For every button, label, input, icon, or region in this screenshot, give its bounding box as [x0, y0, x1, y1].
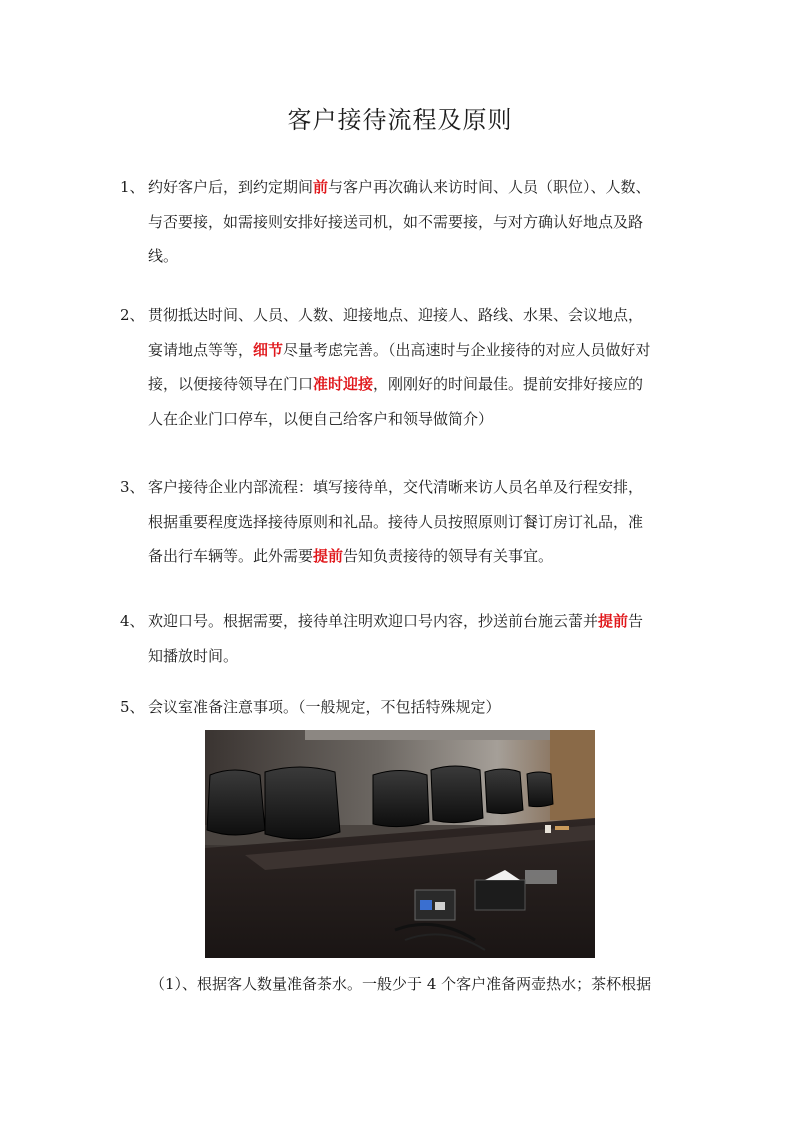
list-number: 4、	[120, 612, 145, 630]
note-line: （1）、根据客人数量准备茶水。一般少于 4 个客户准备两壶热水；茶杯根据	[150, 975, 652, 993]
text-segment: 会议室准备注意事项。（一般规定，不包括特殊规定）	[148, 698, 501, 716]
meeting-room-image	[205, 730, 595, 958]
text-segment: 宴请地点等等，	[148, 340, 254, 359]
text-segment: 人在企业门口停车，以便自己给客户和领导做简介）	[148, 409, 494, 428]
paragraph-line	[120, 505, 695, 540]
text-segment: ，刚刚好的时间最佳。提前安排好接应的	[373, 375, 644, 393]
text-segment: 线。	[148, 247, 179, 265]
paragraph-line	[120, 539, 695, 574]
paragraph-line	[120, 470, 695, 505]
paragraph-line	[120, 333, 695, 368]
text-segment: 贯彻抵达时间、人员、人数、迎接地点、迎接人、路线、水果、会议地点，	[148, 306, 644, 324]
paragraph-line	[120, 604, 695, 639]
list-item-3	[120, 470, 695, 574]
document-title: 客户接待流程及原则	[287, 106, 513, 134]
paragraph-line	[120, 298, 695, 333]
text-segment: 根据重要程度选择接待原则和礼品。接待人员按照原则订餐订房订礼品，准	[148, 512, 644, 531]
text-segment: 客户接待企业内部流程：填写接待单，交代清晰来访人员名单及行程安排，	[148, 478, 644, 496]
meeting-room-photo	[205, 730, 595, 958]
highlighted-text: 前	[313, 178, 329, 196]
paragraph-line	[120, 402, 695, 437]
text-segment: 欢迎口号。根据需要，接待单注明欢迎口号内容，抄送前台施云蕾并	[148, 612, 599, 630]
list-item-5	[120, 690, 695, 725]
list-number: 1、	[120, 178, 145, 196]
list-number: 3、	[120, 478, 145, 496]
highlighted-text: 提前	[598, 612, 629, 630]
list-item-4	[120, 604, 695, 673]
text-segment: 备出行车辆等。此外需要	[148, 547, 314, 565]
text-segment: 告	[628, 612, 644, 630]
list-number: 5、	[120, 698, 145, 716]
paragraph-line	[120, 690, 695, 725]
text-segment: 尽量考虑完善。（出高速时与企业接待的对应人员做好对	[283, 340, 651, 359]
text-segment: 与客户再次确认来访时间、人员（职位）、人数、	[328, 178, 651, 196]
paragraph-line	[120, 239, 695, 274]
paragraph-line	[120, 639, 695, 674]
text-segment: 知播放时间。	[148, 646, 239, 665]
text-segment: 约好客户后，到约定期间	[148, 178, 314, 196]
list-number: 2、	[120, 306, 145, 324]
text-segment: 与否要接，如需接则安排好接送司机，如不需要接，与对方确认好地点及路	[148, 212, 644, 231]
paragraph-line	[120, 170, 695, 205]
text-segment: 接，以便接待领导在门口	[148, 375, 314, 393]
highlighted-text: 细节	[253, 340, 284, 359]
list-item-2	[120, 298, 695, 436]
text-segment: 告知负责接待的领导有关事宜。	[343, 547, 554, 565]
highlighted-text: 准时迎接	[313, 375, 374, 393]
paragraph-line	[120, 205, 695, 240]
paragraph-line	[120, 367, 695, 402]
highlighted-text: 提前	[313, 547, 344, 565]
list-item-1	[120, 170, 695, 274]
